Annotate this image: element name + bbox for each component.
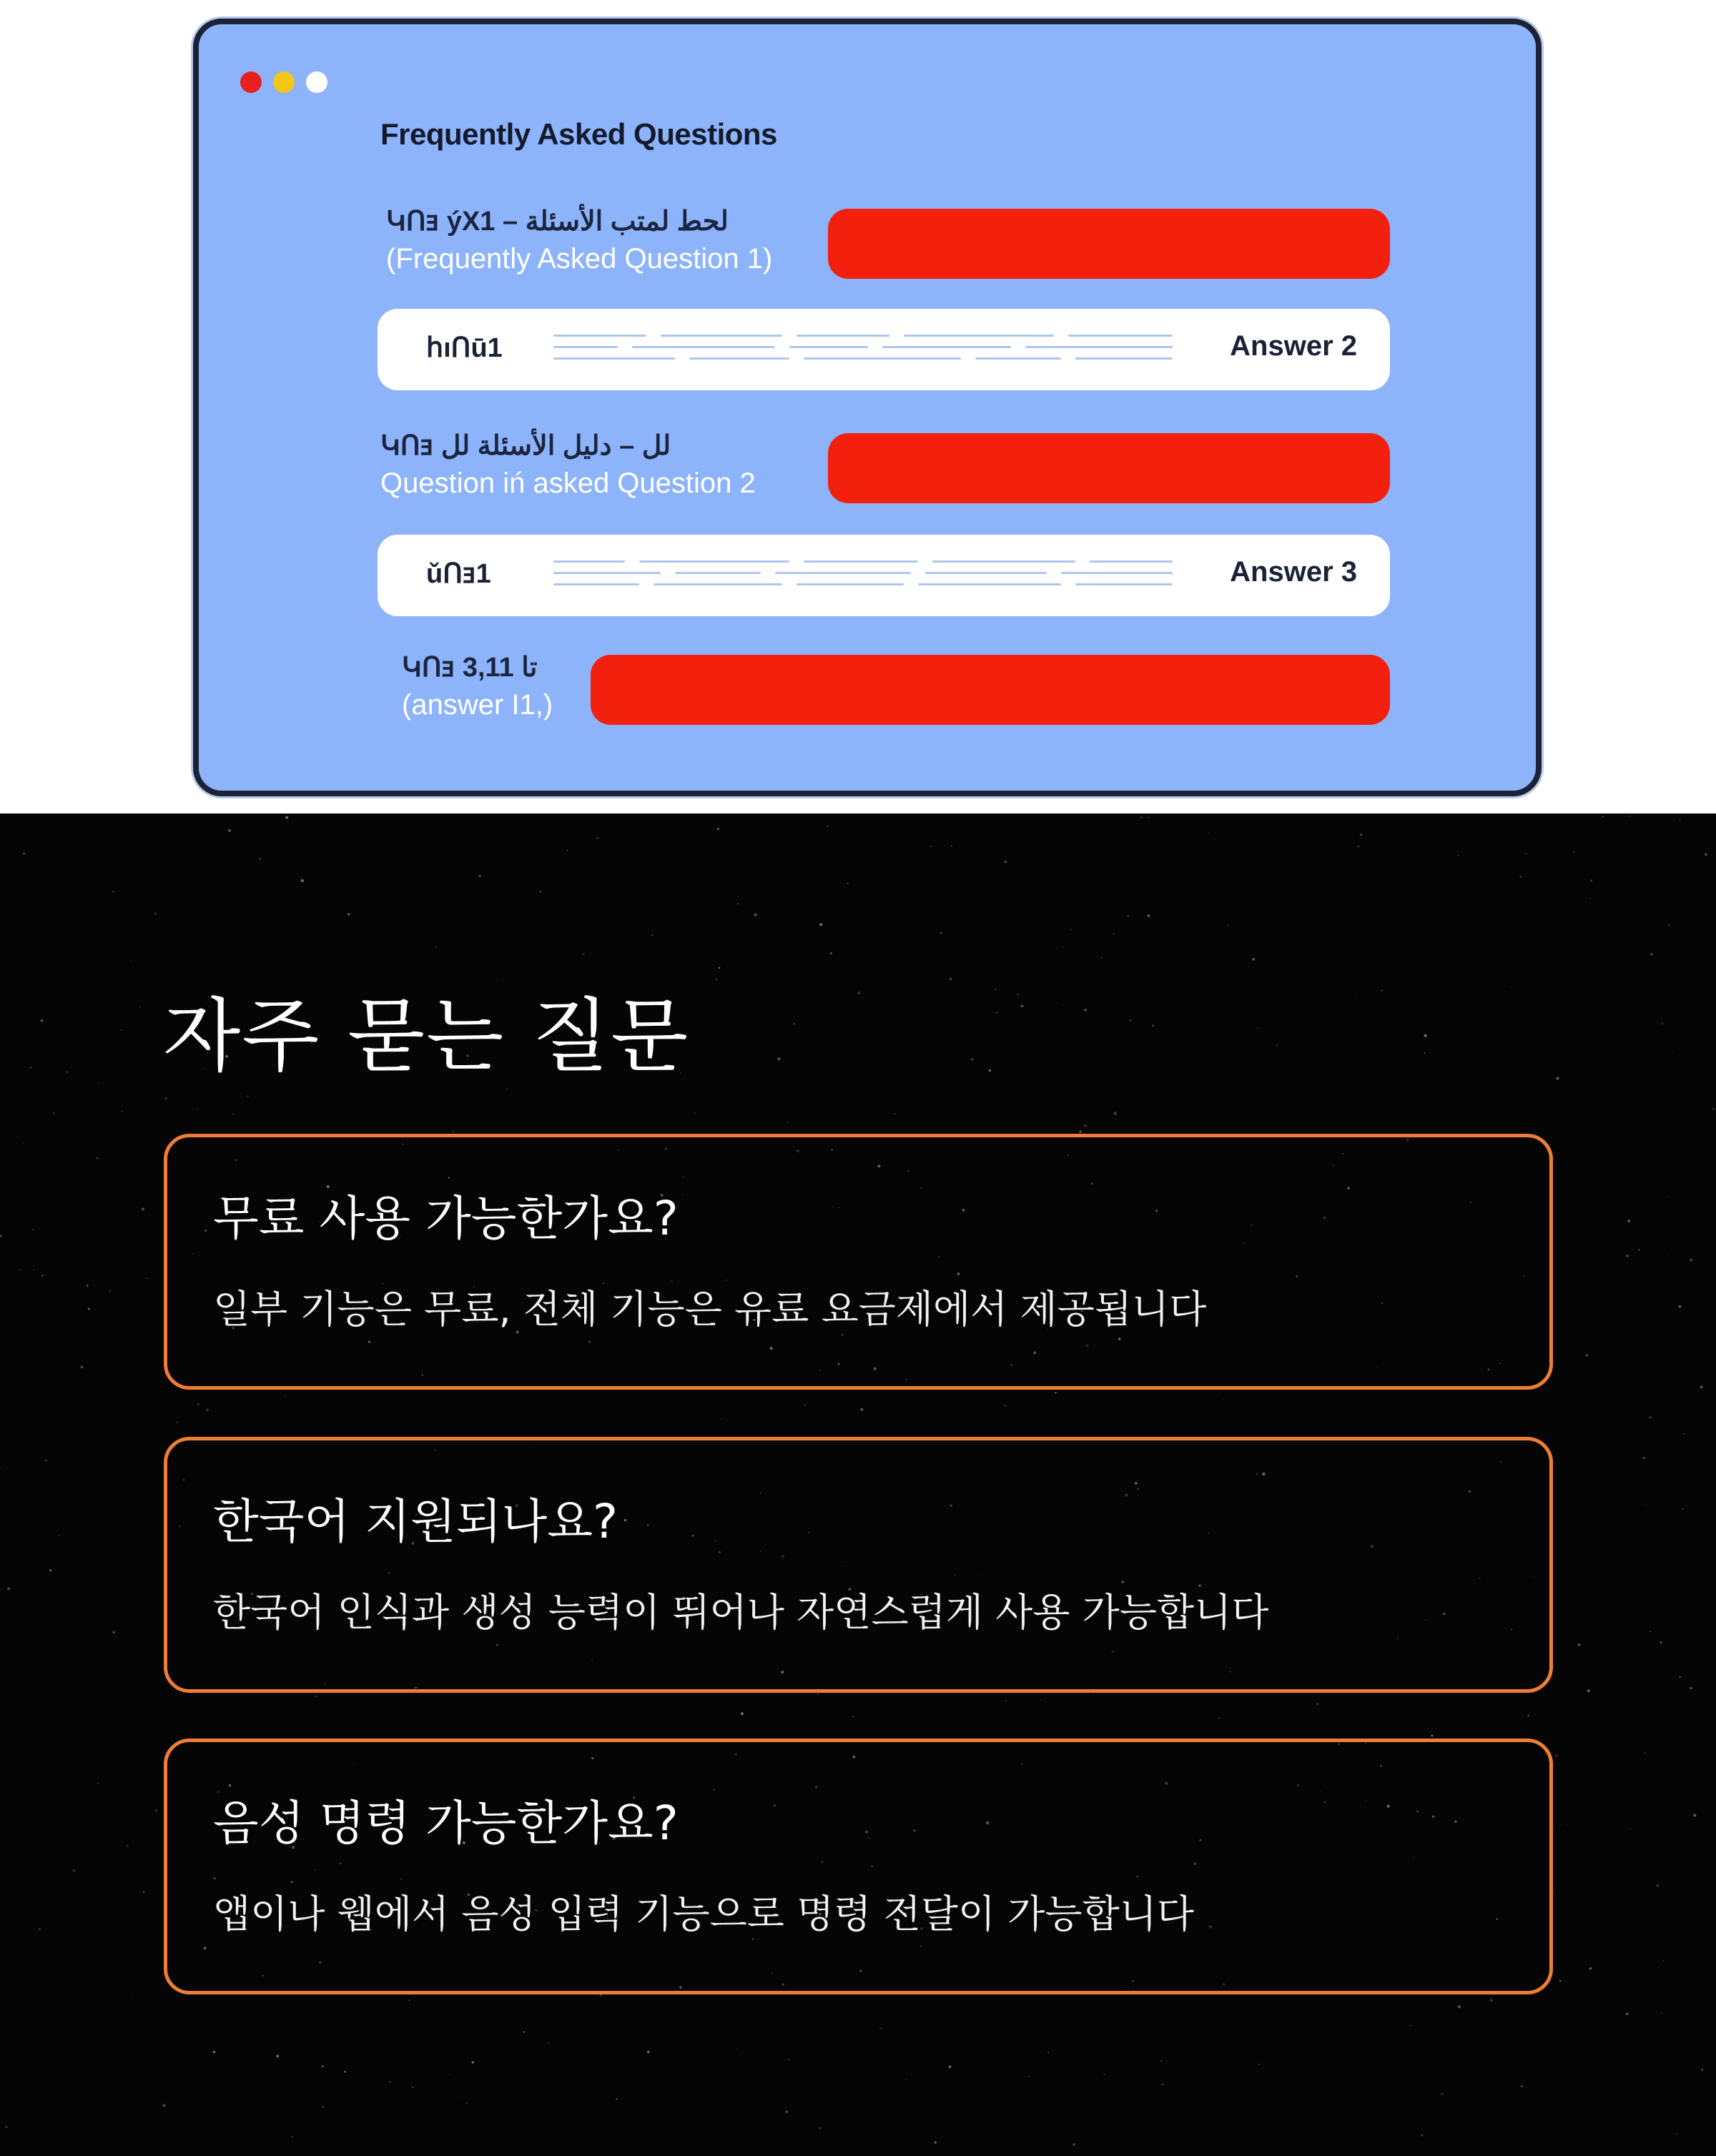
star-dot: [788, 2059, 790, 2061]
star-dot: [1663, 1960, 1664, 1961]
star-dot: [935, 2141, 937, 2143]
star-dot: [88, 1308, 90, 1310]
star-dot: [847, 883, 849, 884]
illustration-question-3: [402, 651, 553, 724]
star-dot: [1650, 1631, 1651, 1632]
faq-answer: 일부 기능은 무료, 전체 기능은 유료 요금제에서 제공됩니다: [213, 1287, 1207, 1332]
star-dot: [1161, 2060, 1163, 2062]
star-dot: [804, 1405, 806, 1406]
star-dot: [1084, 1124, 1087, 1127]
star-dot: [819, 2127, 822, 2130]
star-dot: [1589, 1967, 1592, 1970]
star-dot: [98, 1082, 99, 1084]
star-dot: [58, 1534, 60, 1536]
star-dot: [906, 2079, 907, 2080]
star-dot: [567, 850, 568, 851]
star-dot: [949, 2066, 952, 2069]
star-dot: [412, 2087, 413, 2088]
question-1-red-bar: [828, 209, 1390, 279]
star-dot: [736, 2049, 738, 2050]
star-dot: [81, 1366, 83, 1368]
star-dot: [127, 1845, 129, 1847]
star-dot: [1651, 954, 1653, 956]
star-dot: [109, 1290, 111, 1292]
star-dot: [143, 1891, 144, 1892]
star-dot: [930, 846, 932, 847]
star-dot: [472, 2061, 474, 2063]
window-title: Frequently Asked Questions: [380, 117, 777, 151]
star-dot: [465, 2102, 468, 2105]
star-dot: [1590, 879, 1592, 881]
star-dot: [41, 1019, 43, 1022]
faq-title: 자주 묻는 질문: [163, 990, 690, 1083]
star-dot: [971, 1058, 974, 1061]
star-dot: [989, 1069, 991, 1072]
star-dot: [1667, 924, 1670, 926]
star-dot: [247, 1095, 249, 1097]
star-dot: [717, 828, 719, 830]
star-dot: [1079, 1130, 1082, 1133]
star-dot: [32, 1228, 34, 1230]
answer-row-2-placeholder-lines: [553, 558, 1173, 593]
star-dot: [1148, 817, 1149, 819]
question-3-red-bar: [591, 655, 1390, 725]
star-dot: [505, 2154, 506, 2155]
faq-card-free-usage[interactable]: [164, 1134, 1553, 1390]
star-dot: [616, 2098, 617, 2100]
star-dot: [830, 952, 832, 954]
star-dot: [52, 1112, 55, 1114]
star-dot: [154, 912, 157, 915]
star-dot: [1555, 1754, 1558, 1757]
star-dot: [1680, 820, 1681, 821]
star-dot: [1130, 1019, 1132, 1022]
star-dot: [12, 1073, 13, 1074]
star-dot: [819, 923, 822, 926]
star-dot: [996, 1012, 998, 1014]
star-dot: [122, 1111, 123, 1112]
star-dot: [322, 2106, 324, 2107]
star-dot: [1638, 1249, 1640, 1251]
star-dot: [139, 1006, 141, 1007]
star-dot: [1140, 816, 1143, 819]
star-dot: [1316, 1703, 1318, 1705]
star-dot: [1590, 898, 1591, 899]
star-dot: [1072, 2143, 1075, 2146]
star-dot: [408, 1999, 410, 2002]
faq-question: 한국어 지원되나요?: [213, 1494, 618, 1549]
faq-question: 무료 사용 가능한가요?: [213, 1191, 679, 1246]
star-dot: [793, 1023, 795, 1025]
star-dot: [33, 1270, 34, 1271]
minimize-dot-icon: [273, 71, 295, 93]
star-dot: [72, 1869, 75, 1872]
star-dot: [1585, 1354, 1588, 1357]
answer-row-2-answer: Answer 3: [1230, 556, 1357, 588]
faq-card-korean-support[interactable]: [164, 1437, 1553, 1693]
star-dot: [197, 1109, 198, 1110]
star-dot: [228, 829, 231, 832]
star-dot: [97, 1157, 99, 1159]
star-dot: [347, 913, 350, 916]
star-dot: [23, 1142, 24, 1144]
star-dot: [1587, 1689, 1590, 1692]
star-dot: [995, 989, 996, 990]
star-dot: [1458, 855, 1459, 856]
star-dot: [155, 1809, 158, 1812]
star-dot: [1114, 1112, 1117, 1114]
star-dot: [716, 979, 717, 980]
star-dot: [817, 1693, 819, 1696]
star-dot: [1578, 1643, 1581, 1646]
star-dot: [1668, 1197, 1670, 1198]
star-dot: [457, 2097, 458, 2098]
star-dot: [741, 1712, 744, 1715]
star-dot: [787, 1122, 789, 1123]
answer-row-1: [378, 309, 1390, 390]
star-dot: [1360, 834, 1363, 836]
star-dot: [1705, 853, 1707, 856]
star-dot: [147, 1278, 148, 1280]
star-dot: [1104, 2074, 1105, 2075]
star-dot: [596, 837, 598, 839]
faq-section: [0, 814, 1716, 2156]
star-dot: [66, 1071, 69, 1074]
star-dot: [1660, 1641, 1662, 1643]
star-dot: [1490, 1999, 1493, 2002]
star-dot: [1252, 958, 1255, 961]
star-dot: [1084, 1009, 1087, 1012]
star-dot: [23, 853, 25, 855]
answer-row-1-placeholder-lines: [553, 332, 1173, 367]
star-dot: [754, 914, 756, 916]
star-dot: [19, 1269, 21, 1271]
star-dot: [1700, 1385, 1703, 1388]
faq-answer: 앱이나 웹에서 음성 입력 기능으로 명령 전달이 가능합니다: [213, 1892, 1195, 1937]
faq-illustration: [0, 0, 1716, 814]
star-dot: [1602, 816, 1604, 818]
question-1-garbled-text: ԿՈⱻ ýX1 – لحط لمتب الأسئلة: [386, 207, 729, 237]
star-dot: [112, 891, 114, 892]
star-dot: [452, 1130, 455, 1133]
star-dot: [539, 891, 541, 893]
star-dot: [523, 2031, 525, 2033]
star-dot: [449, 2074, 450, 2075]
star-dot: [1676, 2133, 1677, 2135]
star-dot: [1511, 986, 1512, 988]
star-dot: [0, 1467, 1, 1469]
question-2-text: Question iń asked Question 2: [380, 468, 756, 500]
star-dot: [1223, 1399, 1224, 1400]
star-dot: [206, 1408, 209, 1411]
star-dot: [44, 1459, 47, 1462]
star-dot: [344, 2070, 346, 2072]
star-dot: [1712, 1108, 1715, 1110]
star-dot: [39, 1929, 41, 1930]
star-dot: [1148, 914, 1150, 916]
question-2-garbled-text: ԿՈⱻ لل – دليل الأسئلة لل: [380, 431, 671, 461]
star-dot: [1021, 1005, 1023, 1007]
star-dot: [164, 1097, 167, 1100]
star-dot: [289, 863, 290, 864]
star-dot: [1519, 876, 1522, 878]
star-dot: [130, 960, 132, 961]
star-dot: [1219, 1718, 1220, 1719]
star-dot: [1682, 1508, 1683, 1510]
star-dot: [213, 2051, 215, 2053]
browser-window-mockup: [193, 19, 1542, 796]
star-dot: [1005, 861, 1007, 863]
star-dot: [785, 2110, 788, 2113]
star-dot: [121, 1030, 122, 1032]
star-dot: [1062, 946, 1063, 947]
star-dot: [1656, 1884, 1659, 1887]
star-dot: [1276, 1044, 1278, 1047]
close-dot-icon: [240, 71, 262, 93]
star-dot: [285, 816, 288, 819]
star-dot: [857, 992, 860, 994]
star-dot: [1672, 1052, 1673, 1053]
star-dot: [0, 1235, 2, 1237]
illustration-question-1: [386, 204, 772, 278]
star-dot: [276, 2054, 279, 2057]
star-dot: [1701, 2069, 1703, 2071]
star-dot: [894, 1113, 896, 1114]
star-dot: [197, 1403, 199, 1405]
star-dot: [232, 1113, 235, 1115]
star-dot: [1526, 853, 1527, 854]
star-dot: [582, 953, 584, 955]
star-dot: [950, 978, 952, 980]
star-dot: [1559, 1824, 1561, 1826]
star-dot: [5, 2126, 7, 2128]
star-dot: [548, 2042, 549, 2044]
star-dot: [390, 2081, 391, 2082]
star-dot: [142, 1208, 144, 1211]
star-dot: [87, 1285, 88, 1287]
star-dot: [1040, 1699, 1041, 1701]
star-dot: [1047, 2052, 1049, 2054]
star-dot: [1356, 997, 1357, 998]
star-dot: [1661, 1022, 1663, 1024]
star-dot: [1424, 1052, 1425, 1054]
star-dot: [1005, 1700, 1007, 1702]
star-dot: [694, 1112, 696, 1114]
star-dot: [1690, 1687, 1692, 1689]
star-dot: [49, 1569, 51, 1571]
star-dot: [737, 903, 739, 904]
star-dot: [1626, 2013, 1628, 2015]
star-dot: [718, 966, 720, 969]
star-dot: [1642, 1457, 1645, 1460]
answer-row-1-answer: Answer 2: [1230, 330, 1357, 362]
star-dot: [1017, 994, 1019, 995]
star-dot: [292, 2136, 294, 2138]
star-dot: [860, 1408, 863, 1411]
star-dot: [1679, 1305, 1682, 1308]
star-dot: [1690, 1258, 1692, 1261]
star-dot: [1644, 1752, 1646, 1754]
answer-row-1-label: հıՈū1: [426, 333, 503, 363]
answer-row-2-label: ǔՈⱻ1: [426, 559, 491, 589]
star-dot: [315, 1696, 316, 1697]
star-dot: [1421, 2134, 1424, 2137]
star-dot: [41, 1275, 44, 1277]
star-dot: [1162, 2084, 1163, 2085]
star-dot: [1559, 1980, 1562, 1982]
star-dot: [1410, 2025, 1411, 2027]
star-dot: [1381, 989, 1383, 991]
star-dot: [1257, 1028, 1258, 1029]
star-dot: [1679, 1676, 1681, 1678]
star-dot: [1629, 815, 1631, 816]
star-dot: [1646, 1503, 1647, 1504]
star-dot: [1152, 1024, 1154, 1027]
star-dot: [1458, 2005, 1461, 2008]
maximize-dot-icon: [306, 71, 327, 93]
star-dot: [1431, 1734, 1433, 1736]
star-dot: [1424, 1034, 1427, 1037]
answer-row-2: [378, 535, 1390, 616]
star-dot: [1208, 833, 1210, 834]
question-3-text: (answer I1,): [402, 689, 553, 721]
star-dot: [879, 2027, 882, 2029]
faq-answer: 한국어 인식과 생성 능력이 뛰어나 자연스럽게 사용 가능합니다: [213, 1590, 1269, 1635]
star-dot: [1029, 2076, 1030, 2077]
star-dot: [1521, 2085, 1522, 2087]
star-dot: [651, 934, 654, 936]
star-dot: [1113, 933, 1115, 935]
star-dot: [827, 826, 828, 827]
star-dot: [1627, 1220, 1630, 1222]
question-2-red-bar: [828, 433, 1390, 503]
question-1-text: (Frequently Asked Question 1): [386, 243, 773, 275]
star-dot: [7, 1588, 10, 1591]
star-dot: [1528, 1715, 1529, 1716]
star-dot: [1683, 1433, 1684, 1434]
star-dot: [1062, 1004, 1063, 1005]
star-dot: [719, 1418, 721, 1420]
question-3-garbled-text: ԿՈⱻ 3,11 تا: [402, 653, 538, 683]
star-dot: [321, 2065, 323, 2067]
star-dot: [98, 1783, 99, 1784]
faq-question: 음성 명령 가능한가요?: [213, 1796, 679, 1851]
star-dot: [478, 874, 481, 877]
star-dot: [301, 879, 304, 882]
star-dot: [1626, 1255, 1628, 1257]
star-dot: [112, 1631, 115, 1633]
star-dot: [1554, 1888, 1555, 1889]
star-dot: [1693, 1814, 1696, 1816]
star-dot: [647, 2050, 650, 2053]
star-dot: [1101, 957, 1103, 959]
star-dot: [777, 1057, 780, 1060]
star-dot: [1441, 2093, 1443, 2095]
star-dot: [259, 858, 261, 860]
star-dot: [940, 931, 942, 934]
star-dot: [176, 1421, 179, 1424]
star-dot: [951, 845, 952, 846]
star-dot: [1358, 846, 1360, 848]
star-dot: [1573, 851, 1574, 853]
star-dot: [163, 2104, 166, 2107]
star-dot: [30, 1067, 32, 1069]
star-dot: [285, 1395, 286, 1397]
star-dot: [1557, 1077, 1559, 1079]
star-dot: [852, 1716, 854, 1717]
star-dot: [1055, 1392, 1057, 1394]
star-dot: [1661, 2012, 1662, 2014]
star-dot: [1128, 915, 1130, 917]
faq-card-voice-command[interactable]: [164, 1739, 1553, 1994]
star-dot: [1630, 1828, 1632, 1829]
star-dot: [1649, 1415, 1652, 1418]
illustration-question-2: [380, 429, 756, 503]
star-dot: [1070, 929, 1072, 931]
